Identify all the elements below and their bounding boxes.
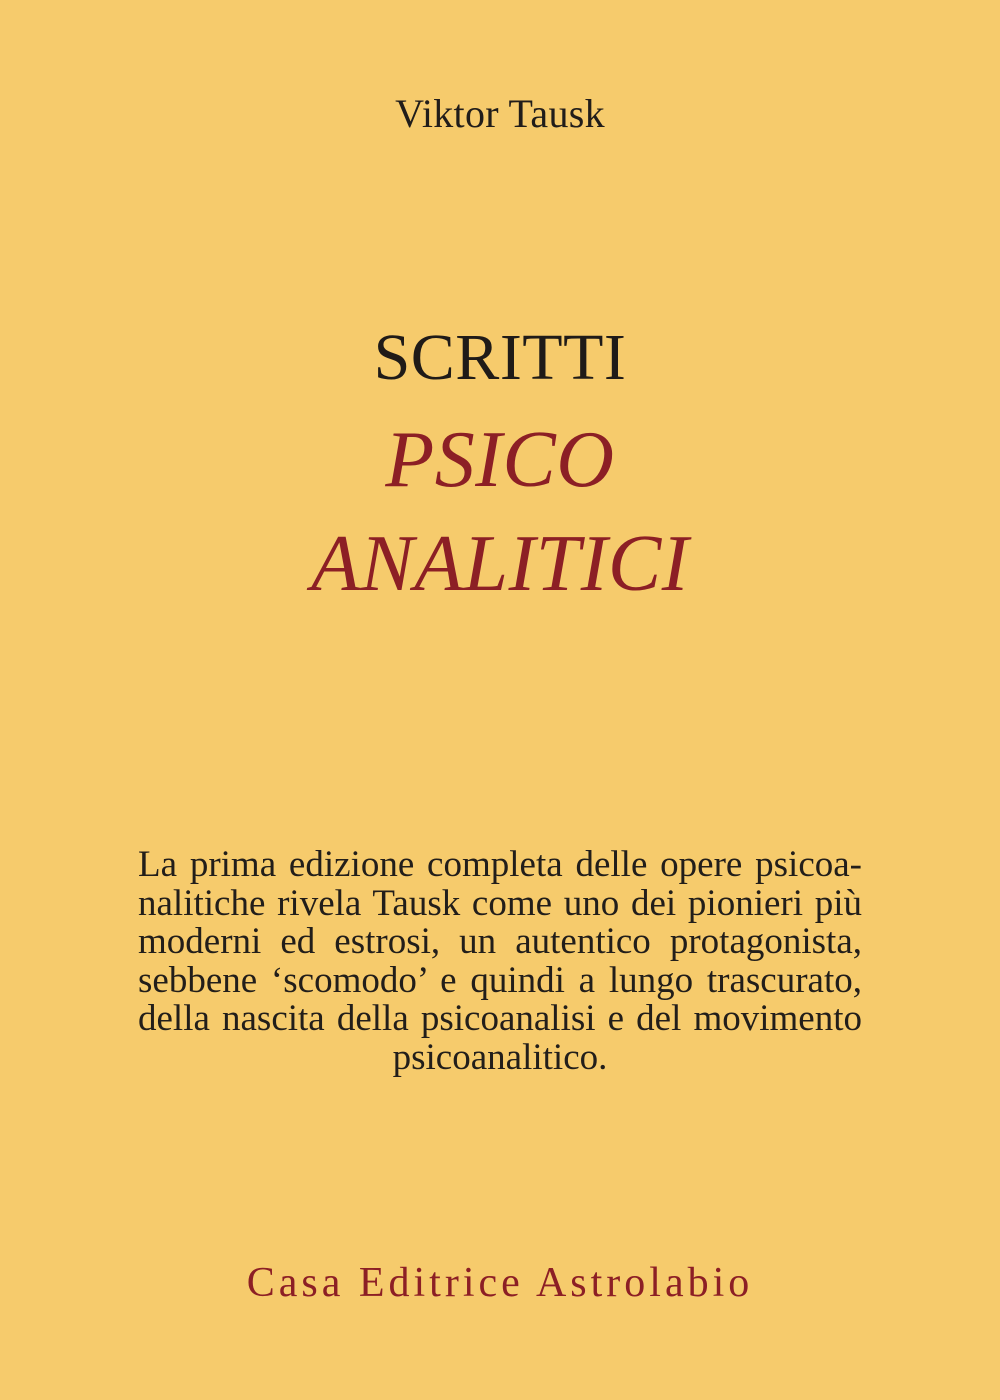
title-line-psico: PSICO [385, 416, 615, 504]
blurb-line: La prima edizione completa delle opere psicoa- [138, 844, 862, 885]
cover-blurb [138, 846, 862, 1077]
author-name: Viktor Tausk [395, 91, 605, 136]
blurb-line: psicoanalitico. [392, 1036, 608, 1078]
title-line-scritti: SCRITTI [373, 321, 627, 394]
blurb-line: della nascita della psicoanalisi e del movimento [138, 998, 862, 1039]
title-line-analitici: ANALITICI [311, 520, 689, 608]
blurb-line: moderni ed estrosi, un autentico protagonista, [138, 921, 862, 962]
blurb-line: nalitiche rivela Tausk come uno dei pionieri più [138, 882, 862, 924]
publisher-name: Casa Editrice Astrolabio [246, 1260, 754, 1306]
blurb-line: sebbene ‘scomodo’ e quindi a lungo trascurato, [138, 959, 862, 1001]
